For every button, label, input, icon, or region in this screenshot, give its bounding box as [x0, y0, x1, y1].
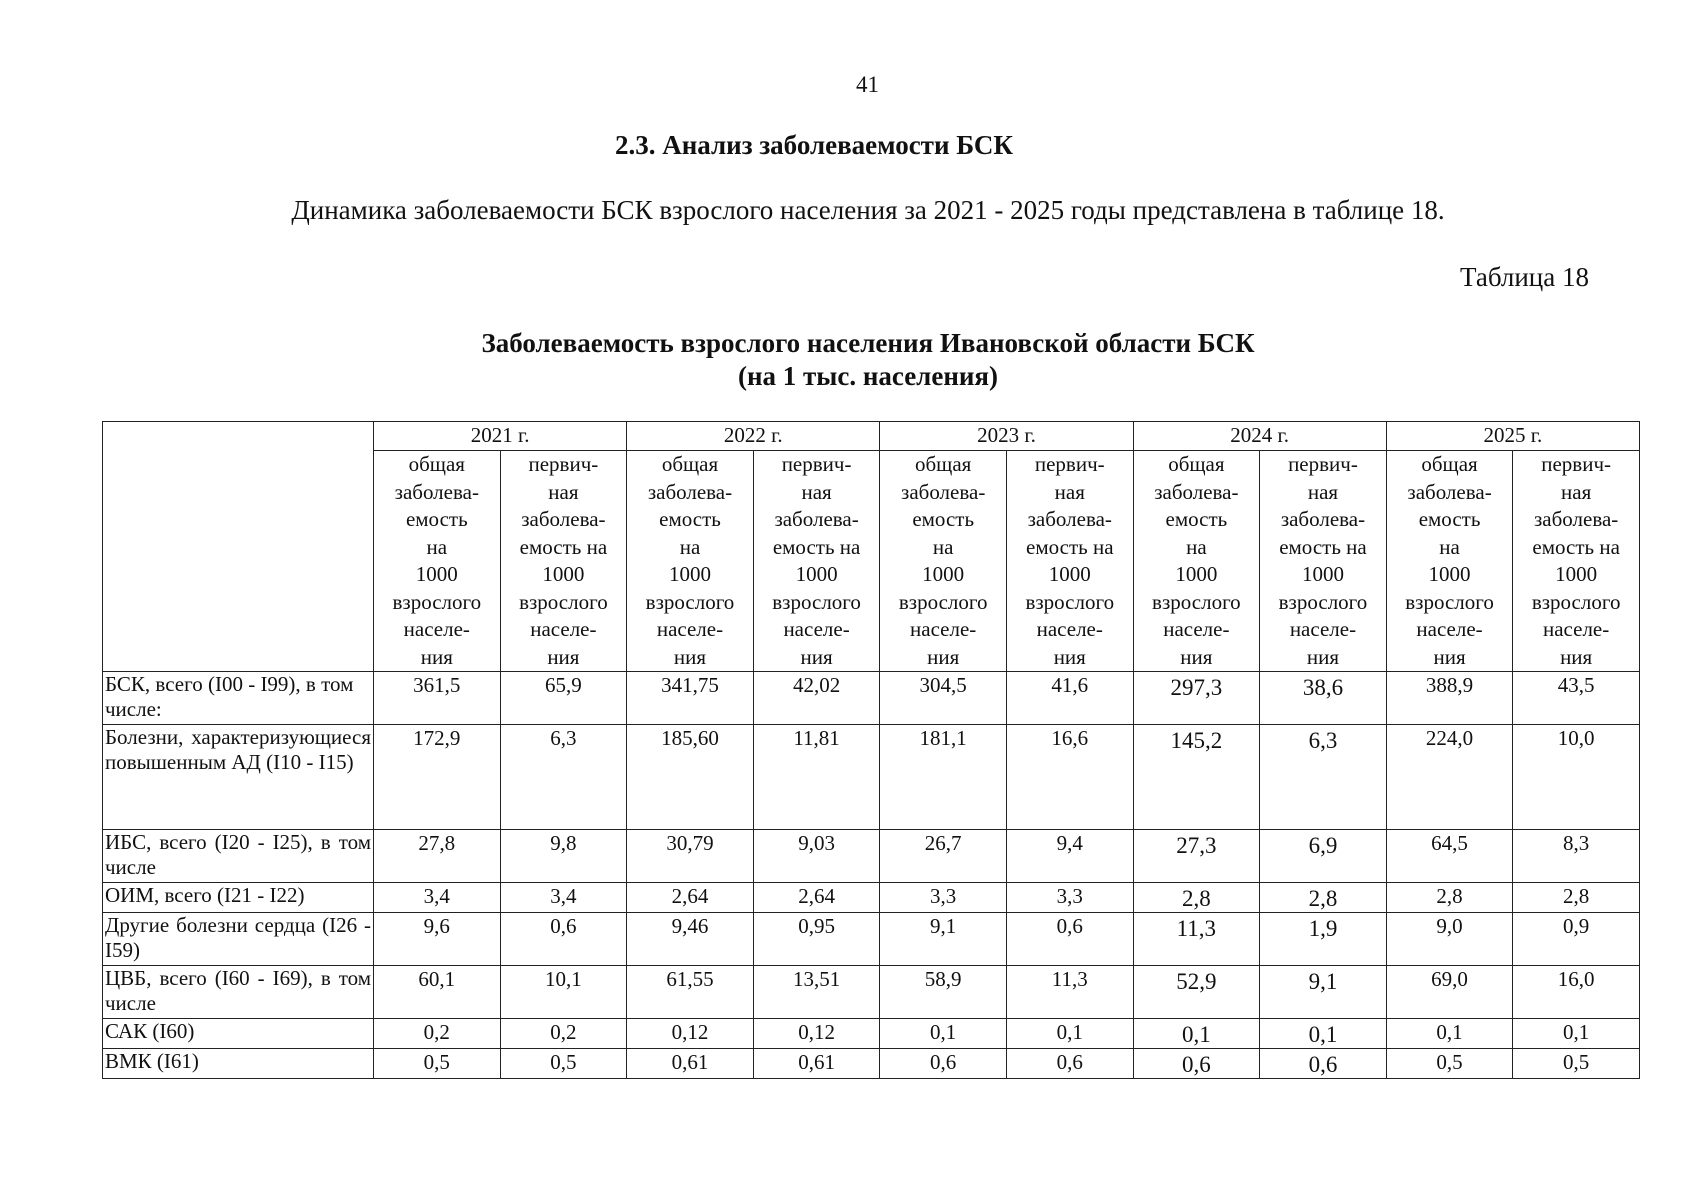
cell-2023-primary: 0,6 [1006, 913, 1133, 966]
cell-2022-total: 2,64 [627, 883, 754, 913]
cell-2021-total: 361,5 [374, 672, 501, 725]
cell-2022-primary: 9,03 [753, 830, 880, 883]
row-label-text: Другие болезни сердца (I26 - I59) [105, 913, 371, 962]
row-label [103, 725, 374, 830]
cell-2025-primary: 43,5 [1513, 672, 1640, 725]
subheader-primary: первич- ная заболева- емость на 1000 взрослого населе- ния [1513, 451, 1640, 672]
cell-2022-primary: 0,12 [753, 1019, 880, 1049]
cell-2025-primary: 2,8 [1513, 883, 1640, 913]
cell-2024-total: 11,3 [1133, 913, 1260, 966]
cell-2024-total: 145,2 [1133, 725, 1260, 830]
cell-2022-total: 0,12 [627, 1019, 754, 1049]
cell-2025-total: 388,9 [1386, 672, 1513, 725]
table-row [103, 725, 1640, 830]
row-label: ОИМ, всего (I21 - I22) [103, 883, 374, 913]
cell-2021-primary: 9,8 [500, 830, 627, 883]
cell-2024-total: 27,3 [1133, 830, 1260, 883]
cell-2022-primary: 2,64 [753, 883, 880, 913]
cell-2025-primary: 0,5 [1513, 1049, 1640, 1079]
corner-cell [103, 422, 374, 672]
row-label: БСК, всего (I00 - I99), в том числе: [103, 672, 374, 725]
subheader-primary: первич- ная заболева- емость на 1000 взрослого населе- ния [1260, 451, 1387, 672]
cell-2021-primary: 0,5 [500, 1049, 627, 1079]
cell-2023-primary: 0,6 [1006, 1049, 1133, 1079]
row-label-text: Болезни, характеризующиеся повышенным АД (I10 - I15) [105, 725, 371, 774]
year-header: 2025 г. [1386, 422, 1639, 451]
subheader-total: общая заболева- емость на 1000 взрослого населе- ния [1133, 451, 1260, 672]
cell-2025-primary: 8,3 [1513, 830, 1640, 883]
cell-2022-primary: 42,02 [753, 672, 880, 725]
cell-2024-primary: 6,3 [1260, 725, 1387, 830]
cell-2021-total: 0,2 [374, 1019, 501, 1049]
year-header-row [103, 422, 1640, 451]
row-label: ВМК (I61) [103, 1049, 374, 1079]
cell-2021-total: 9,6 [374, 913, 501, 966]
table-title [0, 327, 1697, 393]
year-header: 2024 г. [1133, 422, 1386, 451]
cell-2023-total: 304,5 [880, 672, 1007, 725]
cell-2022-primary: 0,95 [753, 913, 880, 966]
cell-2022-total: 9,46 [627, 913, 754, 966]
subheader-primary: первич- ная заболева- емость на 1000 взрослого населе- ния [1006, 451, 1133, 672]
cell-2023-total: 9,1 [880, 913, 1007, 966]
cell-2022-total: 341,75 [627, 672, 754, 725]
cell-2022-total: 0,61 [627, 1049, 754, 1079]
cell-2021-total: 172,9 [374, 725, 501, 830]
cell-2021-primary: 0,6 [500, 913, 627, 966]
cell-2021-primary: 0,2 [500, 1019, 627, 1049]
cell-2021-primary: 3,4 [500, 883, 627, 913]
row-label-text: ИБС, всего (I20 - I25), в том числе [105, 830, 371, 879]
cell-2024-total: 297,3 [1133, 672, 1260, 725]
cell-2023-primary: 16,6 [1006, 725, 1133, 830]
row-label [103, 830, 374, 883]
cell-2024-primary: 0,6 [1260, 1049, 1387, 1079]
table-row [103, 1019, 1640, 1049]
cell-2023-total: 181,1 [880, 725, 1007, 830]
subheader-total: общая заболева- емость на 1000 взрослого населе- ния [880, 451, 1007, 672]
cell-2023-primary: 0,1 [1006, 1019, 1133, 1049]
cell-2025-total: 9,0 [1386, 913, 1513, 966]
section-heading: 2.3. Анализ заболеваемости БСК [614, 130, 1013, 160]
cell-2023-total: 26,7 [880, 830, 1007, 883]
year-header: 2021 г. [374, 422, 627, 451]
cell-2024-primary: 1,9 [1260, 913, 1387, 966]
cell-2024-primary: 2,8 [1260, 883, 1387, 913]
cell-2022-primary: 11,81 [753, 725, 880, 830]
cell-2021-primary: 65,9 [500, 672, 627, 725]
row-label [103, 913, 374, 966]
cell-2024-total: 0,1 [1133, 1019, 1260, 1049]
cell-2022-total: 61,55 [627, 966, 754, 1019]
cell-2023-primary: 41,6 [1006, 672, 1133, 725]
cell-2023-total: 3,3 [880, 883, 1007, 913]
cell-2025-total: 64,5 [1386, 830, 1513, 883]
table-title-line1: Заболеваемость взрослого населения Ивановской области БСК [481, 328, 1255, 358]
cell-2024-total: 2,8 [1133, 883, 1260, 913]
cell-2022-primary: 0,61 [753, 1049, 880, 1079]
subheader-primary: первич- ная заболева- емость на 1000 взрослого населе- ния [753, 451, 880, 672]
row-label: САК (I60) [103, 1019, 374, 1049]
subheader-total: общая заболева- емость на 1000 взрослого населе- ния [374, 451, 501, 672]
table-row [103, 913, 1640, 966]
cell-2025-total: 0,5 [1386, 1049, 1513, 1079]
table-row [103, 672, 1640, 725]
cell-2024-total: 0,6 [1133, 1049, 1260, 1079]
cell-2023-total: 0,6 [880, 1049, 1007, 1079]
table-title-line2: (на 1 тыс. населения) [737, 361, 999, 391]
cell-2021-total: 3,4 [374, 883, 501, 913]
subheader-primary: первич- ная заболева- емость на 1000 взрослого населе- ния [500, 451, 627, 672]
cell-2025-total: 2,8 [1386, 883, 1513, 913]
cell-2023-primary: 3,3 [1006, 883, 1133, 913]
cell-2025-total: 224,0 [1386, 725, 1513, 830]
cell-2025-primary: 10,0 [1513, 725, 1640, 830]
cell-2023-primary: 11,3 [1006, 966, 1133, 1019]
table-row [103, 830, 1640, 883]
cell-2021-total: 27,8 [374, 830, 501, 883]
table-number: Таблица 18 [1460, 262, 1589, 292]
page-number: 41 [856, 72, 879, 97]
cell-2021-primary: 6,3 [500, 725, 627, 830]
cell-2024-primary: 6,9 [1260, 830, 1387, 883]
cell-2023-total: 0,1 [880, 1019, 1007, 1049]
cell-2025-primary: 16,0 [1513, 966, 1640, 1019]
subheader-total: общая заболева- емость на 1000 взрослого населе- ния [627, 451, 754, 672]
incidence-table [102, 421, 1640, 1079]
cell-2023-total: 58,9 [880, 966, 1007, 1019]
table-row [103, 883, 1640, 913]
cell-2025-primary: 0,1 [1513, 1019, 1640, 1049]
cell-2022-total: 30,79 [627, 830, 754, 883]
table-row [103, 1049, 1640, 1079]
subheader-total: общая заболева- емость на 1000 взрослого населе- ния [1386, 451, 1513, 672]
cell-2024-primary: 0,1 [1260, 1019, 1387, 1049]
row-label [103, 966, 374, 1019]
cell-2022-total: 185,60 [627, 725, 754, 830]
cell-2021-total: 0,5 [374, 1049, 501, 1079]
table-row [103, 966, 1640, 1019]
year-header: 2022 г. [627, 422, 880, 451]
intro-paragraph: Динамика заболеваемости БСК взрослого населения за 2021 - 2025 годы представлена в таблице 18. [291, 195, 1445, 225]
cell-2024-total: 52,9 [1133, 966, 1260, 1019]
row-label-text: ЦВБ, всего (I60 - I69), в том числе [105, 966, 371, 1015]
cell-2021-total: 60,1 [374, 966, 501, 1019]
cell-2025-total: 69,0 [1386, 966, 1513, 1019]
cell-2022-primary: 13,51 [753, 966, 880, 1019]
cell-2024-primary: 9,1 [1260, 966, 1387, 1019]
cell-2023-primary: 9,4 [1006, 830, 1133, 883]
cell-2021-primary: 10,1 [500, 966, 627, 1019]
cell-2025-primary: 0,9 [1513, 913, 1640, 966]
cell-2024-primary: 38,6 [1260, 672, 1387, 725]
year-header: 2023 г. [880, 422, 1133, 451]
cell-2025-total: 0,1 [1386, 1019, 1513, 1049]
